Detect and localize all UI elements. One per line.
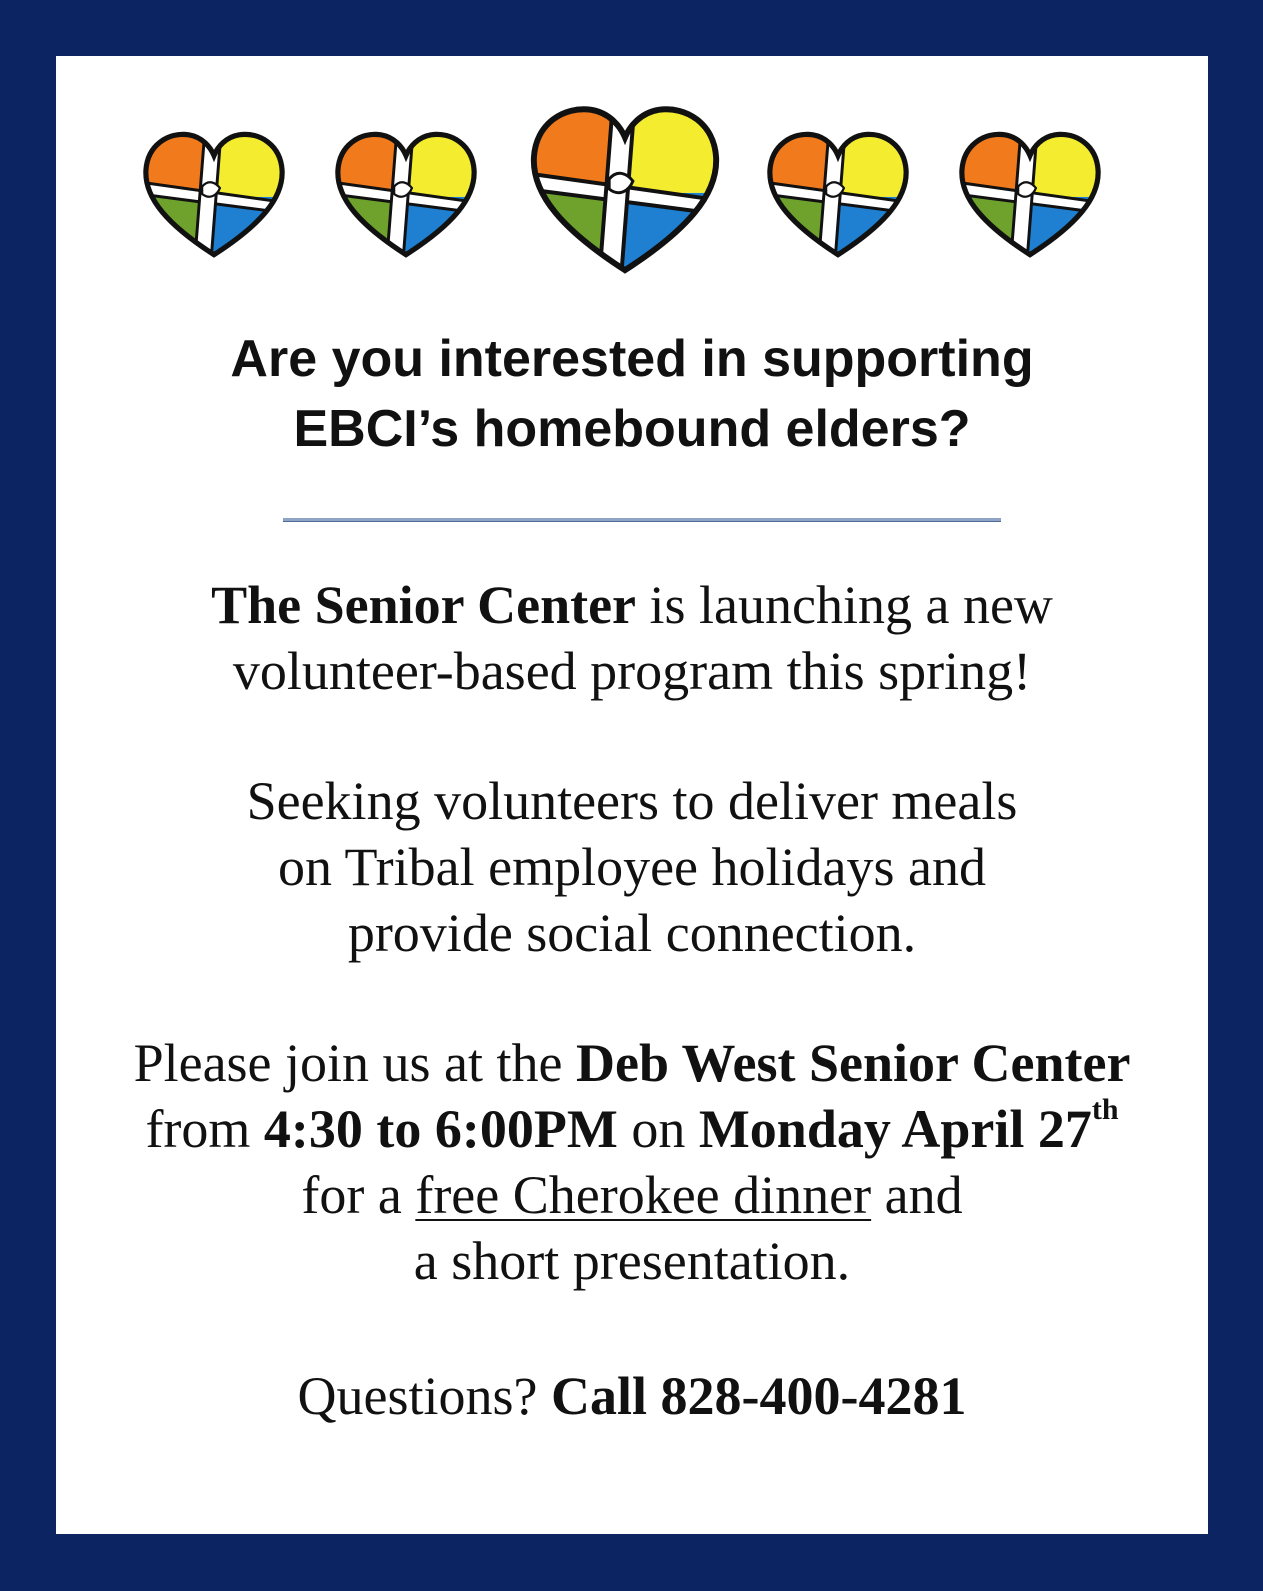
headline-line-1: Are you interested in supporting [230,330,1034,388]
event-time: 4:30 to 6:00PM [263,1099,618,1159]
event-line-3 [56,1162,1208,1228]
event-line-2 [56,1093,1208,1162]
intro-paragraph [56,572,1208,704]
event-date-text: Monday April 27 [698,1099,1092,1159]
event-date [698,1093,1119,1159]
event-date-suffix: th [1091,1093,1119,1126]
seeking-line-3: provide social connection. [347,903,917,963]
event-text: from [145,1099,264,1159]
contact-line [56,1363,1208,1429]
heart-logo-row [56,96,1208,286]
heart-logo-icon [764,126,912,262]
heart-logo-icon [140,126,288,262]
divider [283,518,1001,522]
phone-number: Call 828-400-4281 [551,1366,967,1426]
heart-logo-icon [956,126,1104,262]
event-text: Please join us at the [133,1033,576,1093]
heart-logo-icon [332,126,480,262]
intro-text: is launching a new [636,575,1053,635]
flyer-panel [56,56,1208,1534]
heart-logo-icon [526,98,724,280]
contact-label: Questions? [297,1366,551,1426]
seeking-line-2: on Tribal employee holidays and [278,837,986,897]
venue-name: Deb West Senior Center [575,1033,1131,1093]
seeking-paragraph [56,768,1208,966]
event-text: on [617,1099,699,1159]
event-paragraph [56,1030,1208,1294]
contact-text [56,1363,1208,1429]
seeking-line-1: Seeking volunteers to deliver meals [246,771,1018,831]
intro-line-1 [56,572,1208,638]
event-line-4: a short presentation. [413,1231,851,1291]
event-line-1 [56,1030,1208,1096]
org-name: The Senior Center [211,575,637,635]
headline-line-2: EBCI’s homebound elders? [293,400,971,458]
intro-line-2: volunteer-based program this spring! [232,641,1032,701]
free-dinner-text: free Cherokee dinner [415,1165,872,1225]
event-text: for a [301,1165,416,1225]
headline [56,324,1208,464]
event-text: and [871,1165,963,1225]
